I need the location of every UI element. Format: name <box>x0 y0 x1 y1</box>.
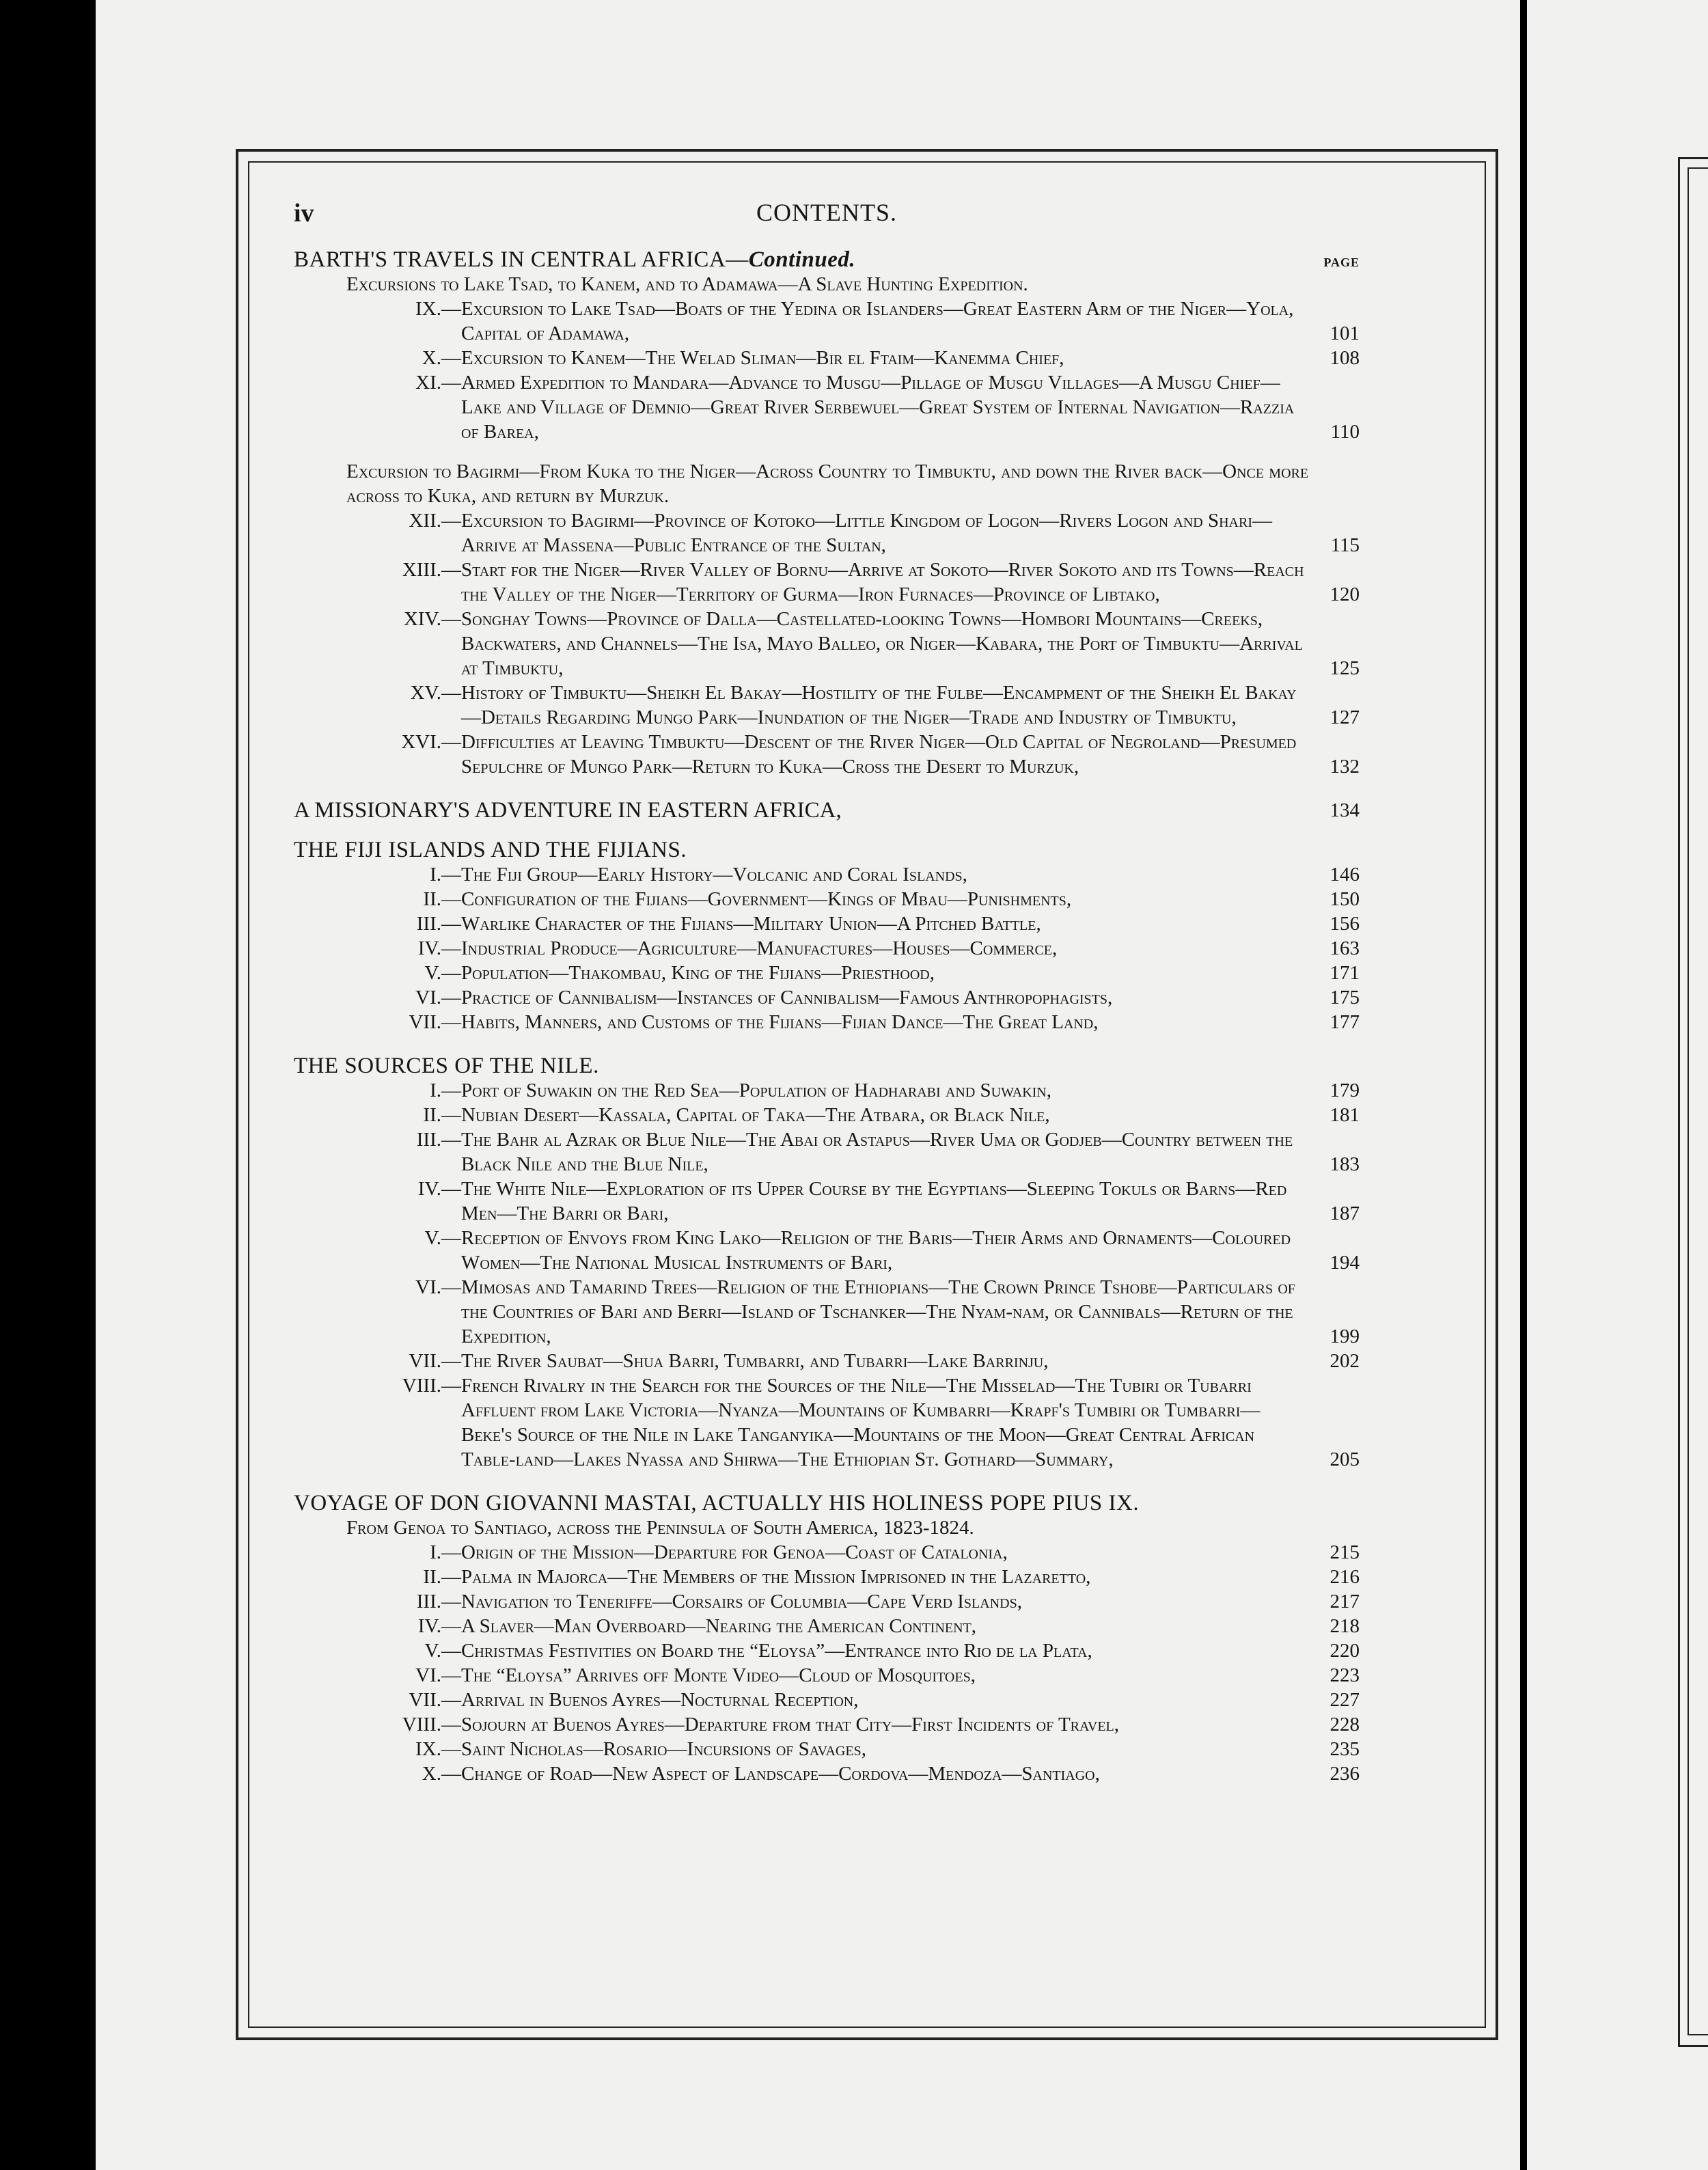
toc-entry <box>294 346 1360 370</box>
page-number: 179 <box>1330 1080 1360 1101</box>
chapter-description: Port of Suwakin on the Red Sea—Population of Hadharabi and Suwakin, <box>461 1080 1051 1101</box>
chapter-description: Navigation to Teneriffe—Corsairs of Columbia—Cape Verd Islands, <box>461 1591 1022 1612</box>
chapter-description: Armed Expedition to Mandara—Advance to Musgu—Pillage of Musgu Villages—A Musgu Chief—Lake and Village of Demnio—Great River Serbewuel—Great System of Internal Navigation—Razzia of Barea, <box>461 372 1295 443</box>
section-title-voyage: VOYAGE OF DON GIOVANNI MASTAI, ACTUALLY HIS HOLINESS POPE PIUS IX. <box>294 1491 1140 1515</box>
chapter-number: VII.— <box>409 1689 461 1711</box>
page-number: 235 <box>1330 1738 1360 1760</box>
chapter-number: VI.— <box>415 1664 461 1686</box>
chapter-number: XVI.— <box>401 731 461 753</box>
page-number: 227 <box>1330 1689 1360 1711</box>
chapter-description: Nubian Desert—Kassala, Capital of Taka—The Atbara, or Black Nile, <box>461 1104 1050 1126</box>
page-number: 194 <box>1330 1252 1360 1274</box>
chapter-number: XI.— <box>415 372 461 394</box>
page-number: 228 <box>1330 1714 1360 1735</box>
chapter-description: Excursion to Kanem—The Welad Sliman—Bir el Ftaim—Kanemma Chief, <box>461 347 1064 369</box>
chapter-description: History of Timbuktu—Sheikh El Bakay—Hostility of the Fulbe—Encampment of the Sheikh El Bakay—Details Regarding Mungo Park—Inundation of the Niger—Trade and Industry of Timbuktu, <box>461 682 1297 728</box>
toc-entry <box>294 1688 1360 1712</box>
toc-entry <box>294 370 1360 444</box>
page-number: 171 <box>1330 962 1360 984</box>
chapter-description: Difficulties at Leaving Timbuktu—Descent of the River Niger—Old Capital of Negroland—Presumed Sepulchre of Mungo Park—Return to Kuka—Cross the Desert to Murzuk, <box>461 731 1297 778</box>
page-number: 217 <box>1330 1591 1360 1612</box>
chapter-description: French Rivalry in the Search for the Sources of the Nile—The Misselad—The Tubiri or Tubarri Affluent from Lake Victoria—Nyanza—Mountains of Kumbarri—Krapf's Tumbiri or Tumbarri—Beke's Source of the Nile in Lake Tanganyika—Mountains of the Moon—Great Central African Table-land—Lakes Nyassa and Shirwa—The Ethiopian St. Gothard—Summary, <box>461 1375 1261 1470</box>
subheading-lake-tsad: Excursions to Lake Tsad, to Kanem, and to Adamawa—A Slave Hunting Expedition. <box>346 273 1028 295</box>
page-number: 202 <box>1330 1350 1360 1372</box>
chapter-number: VI.— <box>415 1276 461 1298</box>
toc-entry <box>294 297 1360 346</box>
chapter-number: I.— <box>430 1541 461 1563</box>
chapter-description: Mimosas and Tamarind Trees—Religion of the Ethiopians—The Crown Prince Tshobe—Particulars of the Countries of Bari and Berri—Island of Tschanker—The Nyam-nam, or Cannibals—Return of the Expedition, <box>461 1276 1295 1347</box>
page-number: 199 <box>1330 1326 1360 1347</box>
toc-entry <box>294 985 1360 1010</box>
page-number: 205 <box>1330 1448 1360 1470</box>
toc-entry <box>294 1078 1360 1103</box>
toc-entry <box>294 607 1360 681</box>
chapter-number: II.— <box>423 888 461 910</box>
chapter-description: A Slaver—Man Overboard—Nearing the American Continent, <box>461 1615 977 1637</box>
chapter-description: The Bahr al Azrak or Blue Nile—The Abai or Astapus—River Uma or Godjeb—Country between the Black Nile and the Blue Nile, <box>461 1129 1293 1175</box>
page-number: 236 <box>1330 1763 1360 1785</box>
chapter-description: The “Eloysa” Arrives off Monte Video—Cloud of Mosquitoes, <box>461 1664 976 1686</box>
chapter-description: Arrival in Buenos Ayres—Nocturnal Reception, <box>461 1689 859 1711</box>
chapter-number: VIII.— <box>402 1714 461 1735</box>
chapter-number: VIII.— <box>402 1375 461 1397</box>
toc-entry <box>294 1275 1360 1349</box>
facing-page-inner-border <box>1688 167 1708 2035</box>
chapter-description: Population—Thakombau, King of the Fijians—Priesthood, <box>461 962 935 984</box>
toc-entry <box>294 1349 1360 1373</box>
page-number: 163 <box>1330 937 1360 959</box>
page-number: 216 <box>1330 1566 1360 1588</box>
chapter-description: Excursion to Bagirmi—Province of Kotoko—Little Kingdom of Logon—Rivers Logon and Shari—Arrive at Massena—Public Entrance of the Sultan, <box>461 510 1272 556</box>
chapter-number: IV.— <box>417 937 461 959</box>
page-title: CONTENTS. <box>756 199 897 226</box>
chapter-number: IX.— <box>415 298 461 320</box>
entry-list-barth-2 <box>294 508 1360 779</box>
chapter-number: V.— <box>424 1227 461 1249</box>
toc-entry <box>294 911 1360 936</box>
entry-list-fiji <box>294 862 1360 1034</box>
chapter-description: The Fiji Group—Early History—Volcanic and Coral Islands, <box>461 864 967 885</box>
chapter-number: III.— <box>416 1591 461 1612</box>
subheading-genoa-santiago: From Genoa to Santiago, across the Peninsula of South America, 1823-1824. <box>346 1517 974 1539</box>
chapter-number: XV.— <box>410 682 461 704</box>
chapter-description: Palma in Majorca—The Members of the Mission Imprisoned in the Lazaretto, <box>461 1566 1091 1588</box>
chapter-number: VI.— <box>415 987 461 1008</box>
page-number: 150 <box>1330 888 1360 910</box>
toc-entry <box>294 961 1360 985</box>
page-number: 115 <box>1330 534 1360 556</box>
chapter-description: The River Saubat—Shua Barri, Tumbarri, and Tubarri—Lake Barrinju, <box>461 1350 1049 1372</box>
page-number: 108 <box>1330 347 1360 369</box>
toc-entry <box>294 1761 1360 1786</box>
toc-entry <box>294 1010 1360 1034</box>
chapter-description: Start for the Niger—River Valley of Bornu—Arrive at Sokoto—River Sokoto and its Towns—Reach the Valley of the Niger—Territory of Gurma—Iron Furnaces—Province of Libtako, <box>461 559 1304 605</box>
page-number: 175 <box>1330 987 1360 1008</box>
page-number: 120 <box>1330 583 1360 605</box>
entry-list-voyage <box>294 1540 1360 1786</box>
page-number: 181 <box>1330 1104 1360 1126</box>
chapter-description: Christmas Festivities on Board the “Eloysa”—Entrance into Rio de la Plata, <box>461 1640 1092 1662</box>
chapter-description: Saint Nicholas—Rosario—Incursions of Savages, <box>461 1738 866 1760</box>
chapter-description: The White Nile—Exploration of its Upper Course by the Egyptians—Sleeping Tokuls or Barns—Red Men—The Barri or Bari, <box>461 1178 1287 1224</box>
page-number-missionary: 134 <box>1330 799 1360 821</box>
chapter-number: VII.— <box>409 1350 461 1372</box>
toc-entry <box>294 1614 1360 1638</box>
page-number: 215 <box>1330 1541 1360 1563</box>
chapter-number: X.— <box>422 347 461 369</box>
chapter-description: Songhay Towns—Province of Dalla—Castellated-looking Towns—Hombori Mountains—Creeks, Backwaters, and Channels—The Isa, Mayo Balleo, or Niger—Kabara, the Port of Timbuktu—Arrival at Timbuktu, <box>461 608 1303 679</box>
toc-entry <box>294 1565 1360 1589</box>
page-header <box>294 198 1360 232</box>
chapter-description: Reception of Envoys from King Lako—Religion of the Baris—Their Arms and Ornaments—Coloured Women—The National Musical Instruments of Bari, <box>461 1227 1291 1274</box>
page-number: 183 <box>1330 1153 1360 1175</box>
chapter-number: II.— <box>423 1566 461 1588</box>
chapter-description: Configuration of the Fijians—Government—Kings of Mbau—Punishments, <box>461 888 1072 910</box>
section-title-fiji: THE FIJI ISLANDS AND THE FIJIANS. <box>294 838 687 862</box>
contents-body <box>294 247 1360 1786</box>
chapter-number: V.— <box>424 962 461 984</box>
toc-entry <box>294 1226 1360 1275</box>
toc-entry <box>294 1663 1360 1688</box>
toc-entry <box>294 1737 1360 1761</box>
page-number: 220 <box>1330 1640 1360 1662</box>
subheading-bagirmi: Excursion to Bagirmi—From Kuka to the Niger—Across Country to Timbuktu, and down the River back—Once more across to Kuka, and return by Murzuk. <box>346 461 1309 507</box>
section-missionary <box>294 798 1360 823</box>
chapter-description: Habits, Manners, and Customs of the Fijians—Fijian Dance—The Great Land, <box>461 1011 1099 1033</box>
page-number: 101 <box>1330 322 1360 344</box>
chapter-number: IV.— <box>417 1178 461 1200</box>
chapter-number: III.— <box>416 913 461 935</box>
page-column-label: PAGE <box>1323 256 1360 269</box>
chapter-number: I.— <box>430 1080 461 1101</box>
chapter-number: I.— <box>430 864 461 885</box>
page-number: 127 <box>1330 706 1360 728</box>
toc-entry <box>294 1103 1360 1127</box>
toc-entry <box>294 1177 1360 1226</box>
toc-entry <box>294 681 1360 730</box>
chapter-number: IX.— <box>415 1738 461 1760</box>
page-number: 223 <box>1330 1664 1360 1686</box>
chapter-description: Warlike Character of the Fijians—Military Union—A Pitched Battle, <box>461 913 1041 935</box>
chapter-number: XII.— <box>409 510 461 532</box>
chapter-number: III.— <box>416 1129 461 1151</box>
toc-entry <box>294 1589 1360 1614</box>
toc-entry <box>294 1540 1360 1565</box>
toc-entry <box>294 1127 1360 1177</box>
section-title-nile: THE SOURCES OF THE NILE. <box>294 1054 599 1078</box>
chapter-number: X.— <box>422 1763 461 1785</box>
page-number: 218 <box>1330 1615 1360 1637</box>
page-number: 177 <box>1330 1011 1360 1033</box>
toc-entry <box>294 1373 1360 1472</box>
page-gutter <box>1520 0 1527 2170</box>
page-number: 132 <box>1330 756 1360 778</box>
chapter-description: Excursion to Lake Tsad—Boats of the Yedina or Islanders—Great Eastern Arm of the Niger—Yola, Capital of Adamawa, <box>461 298 1294 344</box>
toc-entry <box>294 558 1360 607</box>
chapter-description: Practice of Cannibalism—Instances of Cannibalism—Famous Anthropophagists, <box>461 987 1113 1008</box>
chapter-number: XIV.— <box>403 608 461 630</box>
toc-entry <box>294 936 1360 961</box>
entry-list-barth-1 <box>294 297 1360 444</box>
chapter-number: II.— <box>423 1104 461 1126</box>
page-number: iv <box>294 199 314 228</box>
toc-entry <box>294 1638 1360 1663</box>
chapter-number: IV.— <box>417 1615 461 1637</box>
section-title-barth: BARTH'S TRAVELS IN CENTRAL AFRICA—Continued. PAGE <box>294 247 1360 272</box>
page-number: 110 <box>1330 421 1360 443</box>
chapter-number: V.— <box>424 1640 461 1662</box>
page-number: 187 <box>1330 1203 1360 1224</box>
chapter-description: Industrial Produce—Agriculture—Manufactures—Houses—Commerce, <box>461 937 1058 959</box>
chapter-description: Sojourn at Buenos Ayres—Departure from that City—First Incidents of Travel, <box>461 1714 1119 1735</box>
continued-label: Continued. <box>748 247 856 272</box>
chapter-number: XIII.— <box>402 559 461 581</box>
chapter-description: Change of Road—New Aspect of Landscape—Cordova—Mendoza—Santiago, <box>461 1763 1100 1785</box>
toc-entry <box>294 730 1360 779</box>
toc-entry <box>294 887 1360 911</box>
toc-entry <box>294 862 1360 887</box>
entry-list-nile <box>294 1078 1360 1472</box>
page-number: 156 <box>1330 913 1360 935</box>
section-title-missionary: A MISSIONARY'S ADVENTURE IN EASTERN AFRICA, <box>294 798 842 823</box>
toc-entry <box>294 508 1360 558</box>
page-number: 125 <box>1330 657 1360 679</box>
toc-entry <box>294 1712 1360 1737</box>
chapter-description: Origin of the Mission—Departure for Genoa—Coast of Catalonia, <box>461 1541 1008 1563</box>
page-number: 146 <box>1330 864 1360 885</box>
chapter-number: VII.— <box>409 1011 461 1033</box>
